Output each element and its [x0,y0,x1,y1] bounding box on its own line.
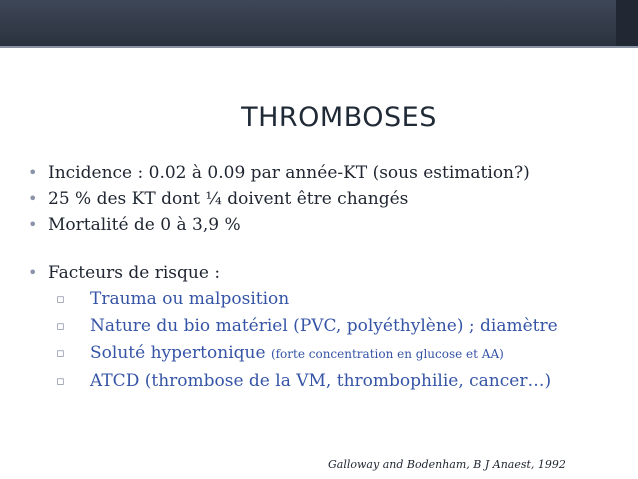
sub-bullet-icon: ▫ [56,374,65,389]
bullet-risk-factors [28,260,623,286]
bullet-text: Incidence : 0.02 à 0.09 par année-KT (sous estimation?) [48,163,530,183]
risk-item [28,340,623,368]
top-banner-divider [0,46,638,48]
slide-content [28,160,623,395]
risk-item [28,368,623,395]
risk-item-text: ATCD (thrombose de la VM, thrombophilie, cancer…) [90,371,552,391]
risk-item-text: Trauma ou malposition [90,289,290,309]
citation: Galloway and Bodenham, B J Anaest, 1992 [328,458,566,471]
bullet-text: 25 % des KT dont ¼ doivent être changés [48,189,409,209]
top-banner-corner [616,0,638,46]
bullet-dot-icon: • [28,163,38,182]
risk-item [28,313,623,340]
bullet-mortality [28,212,623,238]
risk-item-text: Nature du bio matériel (PVC, polyéthylène) ; diamètre [90,316,558,336]
sub-bullet-icon: ▫ [56,319,65,334]
bullet-dot-icon: • [28,263,38,282]
risk-item [28,286,623,313]
bullet-text: Mortalité de 0 à 3,9 % [48,215,241,235]
slide-title: THROMBOSES [241,102,437,133]
top-banner [0,0,638,46]
bullet-kt-changes [28,186,623,212]
risk-item-text: Soluté hypertonique [90,343,271,363]
bullet-dot-icon: • [28,215,38,234]
bullet-incidence [28,160,623,186]
bullet-dot-icon: • [28,189,38,208]
risk-item-note: (forte concentration en glucose et AA) [270,347,504,361]
sub-bullet-icon: ▫ [56,292,65,307]
sub-bullet-icon: ▫ [56,346,65,361]
bullet-text: Facteurs de risque : [48,263,221,283]
